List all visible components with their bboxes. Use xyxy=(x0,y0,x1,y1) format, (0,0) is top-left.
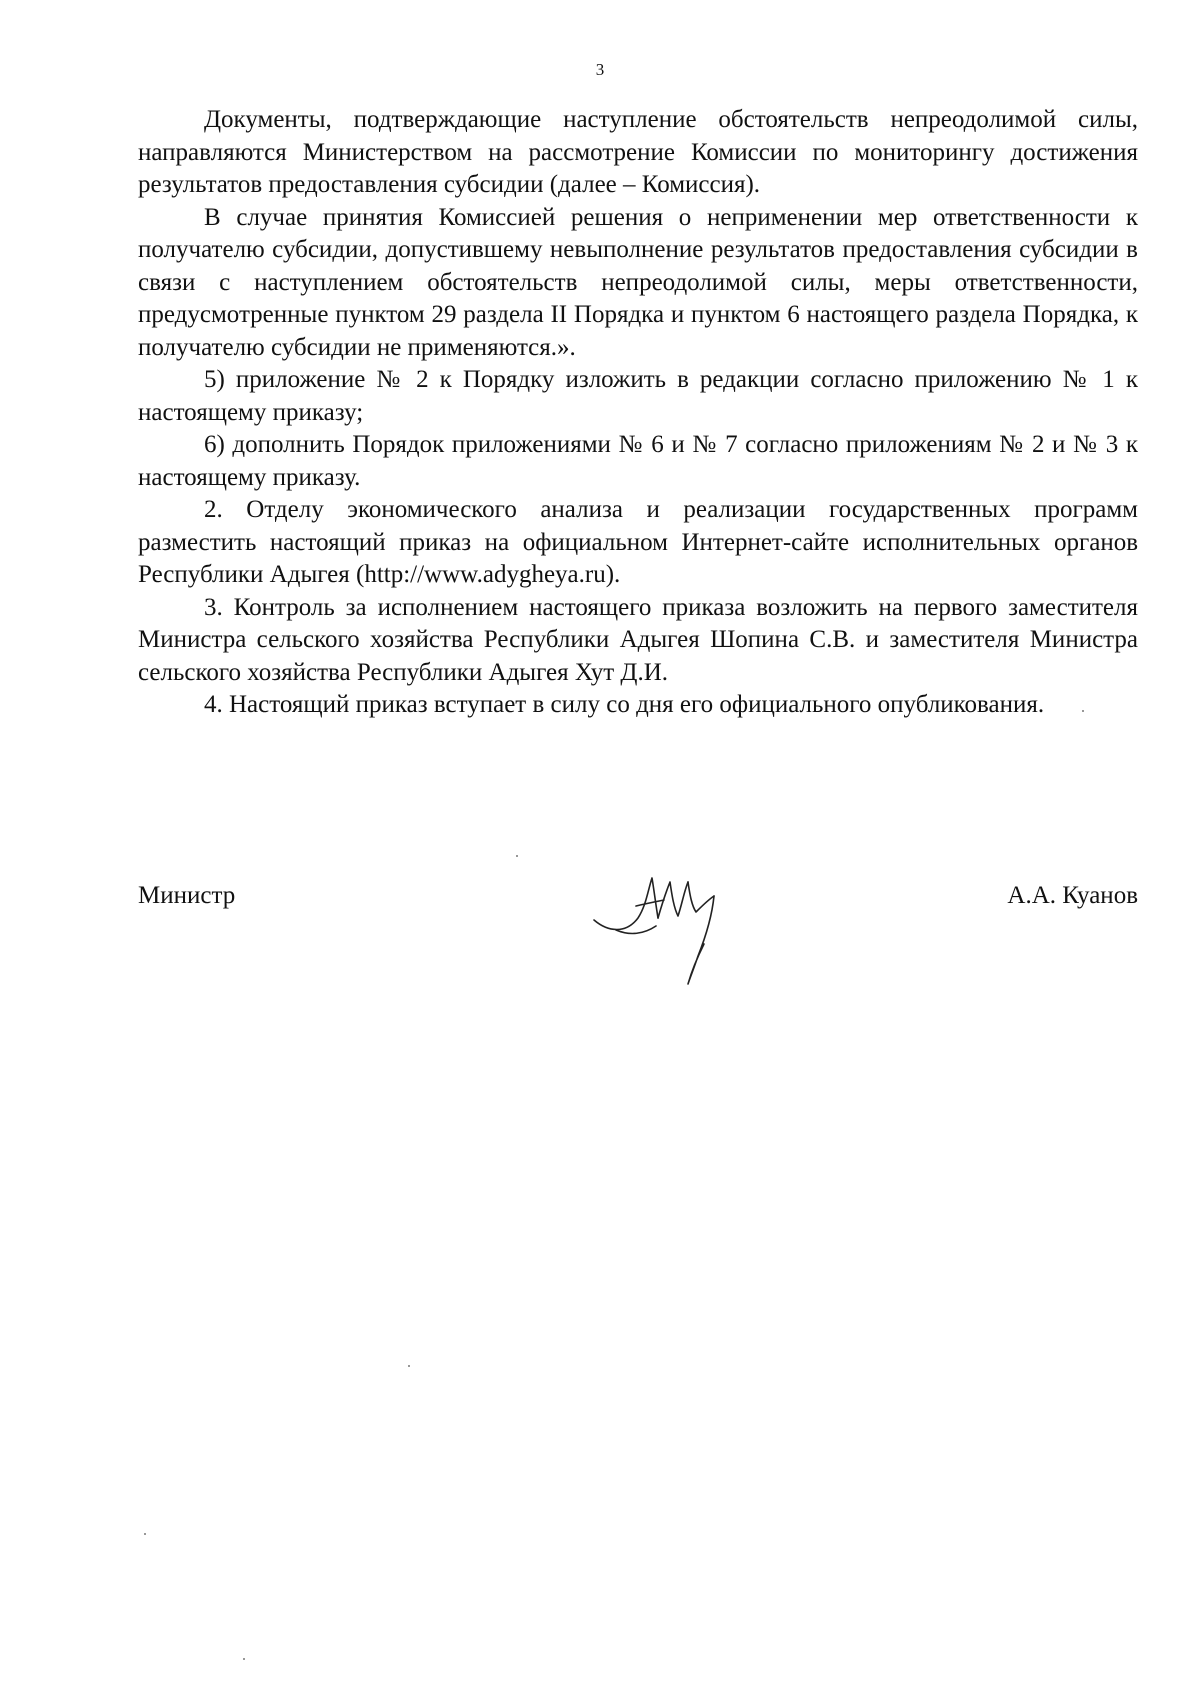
signatory-name: А.А. Куанов xyxy=(1007,882,1138,909)
scan-speck xyxy=(144,1533,146,1535)
paragraph-clause-2: 2. Отделу экономического анализа и реализации государственных программ разместить настоящий приказ на официальном Интернет-сайте исполнительных органов Республики Адыгея (http://www.adygheya.ru). xyxy=(138,496,1138,588)
page-number: 3 xyxy=(595,60,605,79)
handwritten-signature xyxy=(586,860,746,990)
scan-speck xyxy=(1082,710,1084,712)
paragraph-clause-3: 3. Контроль за исполнением настоящего приказа возложить на первого заместителя Министра сельского хозяйства Республики Адыгея Шопина С.В. и заместителя Министра сельского хозяйства Республики Адыгея Хут Д.И. xyxy=(138,593,1138,686)
paragraph-item-5: 5) приложение № 2 к Порядку изложить в редакции согласно приложению № 1 к настоящему приказу; xyxy=(138,366,1138,426)
signatory-title: Министр xyxy=(138,882,236,909)
document-body xyxy=(138,104,1138,722)
scan-speck xyxy=(408,1365,410,1367)
signature-block xyxy=(138,860,1138,1000)
scan-speck xyxy=(516,855,518,857)
paragraph-clause-4: 4. Настоящий приказ вступает в силу со дня его официального опубликования. xyxy=(204,691,1045,718)
paragraph-commission-decision: В случае принятия Комиссией решения о неприменении мер ответственности к получателю субсидии, допустившему невыполнение результатов предоставления субсидии в связи с наступлением обстоятельств непреодолимой силы, меры ответственности, предусмотренные пунктом 29 раздела II Порядка и пунктом 6 настоящего раздела Порядка, к получателю субсидии не применяются.». xyxy=(138,203,1138,361)
paragraph-item-6: 6) дополнить Порядок приложениями № 6 и № 7 согласно приложениям № 2 и № 3 к настоящему приказу. xyxy=(138,431,1138,491)
scan-speck xyxy=(243,1658,245,1660)
paragraph-force-majeure-documents: Документы, подтверждающие наступление обстоятельств непреодолимой силы, направляются Министерством на рассмотрение Комиссии по мониторингу достижения результатов предоставления субсидии (далее – Комиссия). xyxy=(138,106,1138,198)
